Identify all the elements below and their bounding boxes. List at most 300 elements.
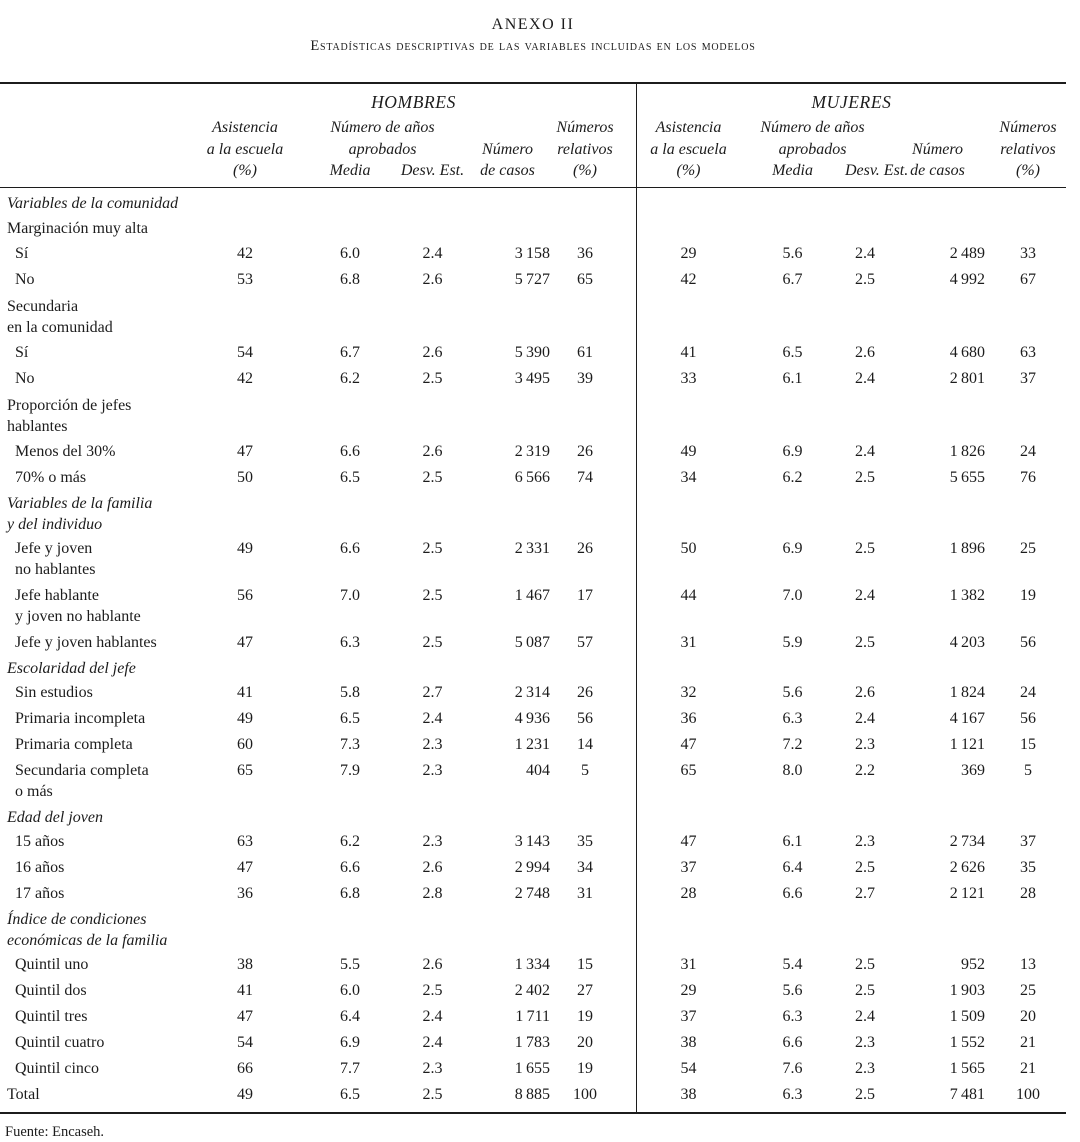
value-cell: 54 [237,344,253,361]
data-row [0,583,1066,630]
value-cell: 6.9 [340,1034,360,1051]
value-cell: 100 [1016,1086,1040,1103]
value-cell: 15 [577,956,593,973]
col-header-desv-est-hombres: Desv. Est. [400,162,465,179]
row-label: Escolaridad del jefe [7,659,136,677]
value-cell: 1 231 [514,736,550,753]
value-cell: 1 903 [949,982,985,999]
value-cell: 3 158 [514,245,550,262]
data-row [0,340,1066,366]
value-cell: 49 [237,710,253,727]
value-cell: 2.4 [855,245,875,262]
value-cell: 2 121 [949,885,985,902]
value-cell: 1 824 [949,684,985,701]
value-cell: 2 331 [514,540,550,557]
value-cell: 29 [680,982,697,999]
value-cell: 5 [581,762,589,779]
value-cell: 2.3 [422,736,443,753]
value-cell: 42 [237,245,253,262]
value-cell: 2.5 [855,634,875,651]
value-cell: 6.5 [340,710,360,727]
value-cell: 5 087 [514,634,550,651]
value-cell: 38 [680,1034,697,1051]
value-cell: 1 509 [949,1008,985,1025]
row-label: Variables de la familia y del individuo [7,494,153,533]
value-cell: 2.4 [855,443,875,460]
value-cell: 6.9 [782,540,803,557]
value-cell: 33 [680,370,697,387]
value-cell: 1 121 [949,736,985,753]
value-cell: 1 711 [515,1008,550,1025]
value-cell: 63 [237,833,253,850]
value-cell: 2 314 [514,684,550,701]
value-cell: 47 [680,736,697,753]
value-cell: 7.3 [340,736,360,753]
data-row [0,1056,1066,1082]
row-label: Índice de condiciones económicas de la familia [7,910,168,949]
value-cell: 56 [577,710,593,727]
value-cell: 25 [1020,540,1036,557]
value-cell: 35 [1020,859,1036,876]
value-cell: 2 319 [514,443,550,460]
value-cell: 66 [237,1060,253,1077]
category-label-row [0,293,1066,340]
value-cell: 34 [577,859,593,876]
value-cell: 47 [680,833,697,850]
row-label: No [15,271,35,288]
value-cell: 2.6 [422,344,443,361]
value-cell: 1 783 [514,1034,550,1051]
data-row [0,881,1066,907]
value-cell: 6.8 [340,885,360,902]
group-header-mujeres: MUJERES [811,92,892,112]
value-cell: 24 [1020,684,1036,701]
value-cell: 2 734 [949,833,985,850]
data-row [0,855,1066,881]
value-cell: 952 [961,956,985,973]
value-cell: 32 [680,684,697,701]
section-header-row [0,907,1066,952]
value-cell: 2.4 [422,1008,443,1025]
value-cell: 47 [237,634,253,651]
value-cell: 6.7 [782,271,803,288]
row-label: Jefe y joven hablantes [15,634,157,651]
value-cell: 2.4 [422,245,443,262]
row-label: Proporción de jefes hablantes [7,396,132,435]
value-cell: 2.3 [422,833,443,850]
value-cell: 47 [237,1008,253,1025]
category-label-row [0,215,1066,241]
data-row [0,829,1066,855]
source-note: Fuente: Encaseh. [5,1123,105,1140]
col-header-numeros-relativos-hombres: Números relativos (%) [556,119,614,179]
value-cell: 65 [237,762,253,779]
col-header-asistencia-mujeres: Asistencia a la escuela (%) [650,119,727,179]
row-label: 16 años [15,859,65,876]
value-cell: 2 489 [949,245,985,262]
value-cell: 76 [1020,469,1036,486]
value-cell: 33 [1020,245,1036,262]
value-cell: 2.6 [422,443,443,460]
value-cell: 5 [1024,762,1032,779]
col-header-numeros-relativos-mujeres: Números relativos (%) [999,119,1057,179]
value-cell: 7.0 [782,587,803,604]
value-cell: 26 [577,540,593,557]
col-header-desv-est-mujeres: Desv. Est. [845,162,909,179]
value-cell: 2.6 [855,684,875,701]
value-cell: 2.4 [422,710,443,727]
value-cell: 1 382 [949,587,985,604]
title-block [0,14,1066,56]
value-cell: 29 [680,245,697,262]
value-cell: 65 [577,271,593,288]
value-cell: 2 402 [514,982,550,999]
value-cell: 6.0 [340,982,360,999]
row-label: Primaria completa [15,736,133,753]
value-cell: 35 [577,833,593,850]
value-cell: 2.8 [422,885,443,902]
row-label: Jefe hablante y joven no hablante [15,587,141,625]
row-label: 15 años [15,833,65,850]
data-row [0,439,1066,465]
value-cell: 2.5 [855,271,875,288]
value-cell: 2.3 [855,1060,875,1077]
value-cell: 6.5 [782,344,803,361]
value-cell: 2.4 [855,710,875,727]
value-cell: 8.0 [782,762,803,779]
value-cell: 2.5 [855,469,875,486]
value-cell: 13 [1020,956,1036,973]
value-cell: 37 [1020,370,1036,387]
category-label-row [0,392,1066,439]
value-cell: 1 334 [514,956,550,973]
value-cell: 56 [1020,710,1036,727]
value-cell: 4 680 [949,344,985,361]
value-cell: 17 [577,587,593,604]
value-cell: 6.0 [340,245,360,262]
value-cell: 42 [680,271,697,288]
value-cell: 1 826 [949,443,985,460]
value-cell: 39 [577,370,593,387]
col-header-anos-aprobados-hombres: Número de años aprobados [330,119,435,158]
value-cell: 2.6 [855,344,875,361]
value-cell: 7.2 [782,736,803,753]
row-label: Quintil cinco [15,1060,99,1077]
value-cell: 28 [680,885,697,902]
value-cell: 6.4 [782,859,803,876]
row-label: Variables de la comunidad [7,194,179,212]
value-cell: 369 [961,762,985,779]
value-cell: 6.3 [782,1086,803,1103]
value-cell: 2.5 [855,1086,875,1103]
value-cell: 2.3 [855,736,875,753]
value-cell: 2.5 [422,540,443,557]
value-cell: 2.3 [855,1034,875,1051]
value-cell: 2.3 [422,1060,443,1077]
value-cell: 6.6 [782,885,803,902]
value-cell: 36 [237,885,253,902]
value-cell: 1 467 [514,587,550,604]
value-cell: 50 [680,540,697,557]
data-row [0,978,1066,1004]
value-cell: 25 [1020,982,1036,999]
row-label: No [15,370,35,387]
data-row [0,267,1066,293]
row-label: Jefe y joven no hablantes [15,540,96,578]
value-cell: 4 936 [514,710,550,727]
value-cell: 54 [237,1034,253,1051]
value-cell: 6.9 [782,443,803,460]
value-cell: 27 [577,982,593,999]
row-label: Menos del 30% [15,443,116,460]
value-cell: 31 [577,885,593,902]
value-cell: 5 390 [514,344,550,361]
row-label: Sí [15,245,29,262]
value-cell: 6.3 [340,634,360,651]
value-cell: 2.3 [422,762,443,779]
value-cell: 28 [1020,885,1036,902]
value-cell: 6.2 [782,469,803,486]
value-cell: 19 [1020,587,1036,604]
data-row [0,465,1066,491]
row-label: Sí [15,344,29,361]
data-row [0,680,1066,706]
value-cell: 6.1 [782,833,803,850]
col-header-media-mujeres: Media [772,162,813,179]
value-cell: 36 [577,245,593,262]
value-cell: 63 [1020,344,1036,361]
data-row [0,241,1066,267]
value-cell: 49 [237,1086,253,1103]
value-cell: 19 [577,1060,593,1077]
value-cell: 2.5 [422,587,443,604]
value-cell: 2.5 [422,634,443,651]
total-row [0,1082,1066,1108]
value-cell: 2.2 [855,762,875,779]
value-cell: 5.6 [782,245,803,262]
value-cell: 21 [1020,1060,1036,1077]
value-cell: 2.7 [422,684,443,701]
value-cell: 54 [680,1060,697,1077]
row-label: Secundaria completa o más [15,762,149,800]
col-header-numero-casos-hombres: Número de casos [480,140,535,179]
value-cell: 2.6 [422,859,443,876]
value-cell: 1 565 [949,1060,985,1077]
col-header-media-hombres: Media [329,162,371,179]
value-cell: 2.5 [422,1086,443,1103]
value-cell: 44 [680,587,697,604]
value-cell: 57 [577,634,593,651]
value-cell: 2.3 [855,833,875,850]
row-label: 70% o más [15,469,87,486]
data-row [0,706,1066,732]
value-cell: 2.4 [422,1034,443,1051]
value-cell: 1 896 [949,540,985,557]
value-cell: 6 566 [514,469,550,486]
value-cell: 2.5 [422,982,443,999]
value-cell: 20 [577,1034,593,1051]
col-header-asistencia-hombres: Asistencia a la escuela (%) [206,119,284,179]
data-row [0,1030,1066,1056]
section-header-row [0,191,1066,215]
value-cell: 14 [577,736,593,753]
value-cell: 5.9 [782,634,803,651]
value-cell: 21 [1020,1034,1036,1051]
row-label: Marginación muy alta [7,219,148,237]
value-cell: 6.6 [340,443,360,460]
value-cell: 6.5 [340,1086,360,1103]
data-row [0,630,1066,656]
value-cell: 2.4 [855,587,875,604]
value-cell: 6.3 [782,1008,803,1025]
value-cell: 5.8 [340,684,360,701]
value-cell: 2.5 [855,540,875,557]
statistics-table [0,82,1066,1114]
value-cell: 8 885 [514,1086,550,1103]
value-cell: 6.5 [340,469,360,486]
value-cell: 7.0 [340,587,360,604]
value-cell: 2.7 [855,885,875,902]
data-row [0,952,1066,978]
value-cell: 24 [1020,443,1036,460]
value-cell: 2 626 [949,859,985,876]
row-label: Quintil cuatro [15,1034,105,1051]
value-cell: 61 [577,344,593,361]
value-cell: 41 [237,982,253,999]
value-cell: 38 [237,956,253,973]
column-headers-row [0,117,1066,182]
value-cell: 37 [680,859,697,876]
value-cell: 2 748 [514,885,550,902]
value-cell: 7 481 [949,1086,985,1103]
value-cell: 31 [680,634,697,651]
value-cell: 6.6 [782,1034,803,1051]
value-cell: 5.6 [782,982,803,999]
data-row [0,758,1066,805]
value-cell: 49 [680,443,697,460]
value-cell: 6.6 [340,540,360,557]
value-cell: 4 203 [949,634,985,651]
value-cell: 6.8 [340,271,360,288]
value-cell: 7.6 [782,1060,803,1077]
value-cell: 2 801 [949,370,985,387]
value-cell: 37 [680,1008,697,1025]
value-cell: 6.7 [340,344,360,361]
row-label: Quintil dos [15,982,87,999]
value-cell: 5.5 [340,956,360,973]
row-label: Edad del joven [7,808,103,826]
row-label: Total [7,1086,40,1103]
value-cell: 36 [680,710,697,727]
value-cell: 1 655 [514,1060,550,1077]
value-cell: 31 [680,956,697,973]
table-body [0,188,1066,1112]
value-cell: 26 [577,684,593,701]
value-cell: 1 552 [949,1034,985,1051]
value-cell: 6.2 [340,833,360,850]
value-cell: 53 [237,271,253,288]
row-label: Quintil tres [15,1008,88,1025]
value-cell: 2.6 [422,956,443,973]
row-label: 17 años [15,885,65,902]
value-cell: 2.4 [855,1008,875,1025]
value-cell: 5.4 [782,956,803,973]
page-subtitle: Estadísticas descriptivas de las variables incluidas en los modelos [310,38,756,54]
value-cell: 3 495 [514,370,550,387]
value-cell: 41 [237,684,253,701]
value-cell: 26 [577,443,593,460]
value-cell: 6.2 [340,370,360,387]
value-cell: 2.5 [855,859,875,876]
value-cell: 2.6 [422,271,443,288]
value-cell: 404 [526,762,550,779]
value-cell: 20 [1020,1008,1036,1025]
value-cell: 100 [573,1086,597,1103]
value-cell: 6.3 [782,710,803,727]
value-cell: 5.6 [782,684,803,701]
value-cell: 6.1 [782,370,803,387]
value-cell: 2.4 [855,370,875,387]
value-cell: 38 [680,1086,697,1103]
value-cell: 7.9 [340,762,360,779]
section-header-row [0,805,1066,829]
group-header-hombres: HOMBRES [371,92,456,112]
value-cell: 7.7 [340,1060,360,1077]
value-cell: 50 [237,469,253,486]
value-cell: 2.5 [855,956,875,973]
group-header-row [0,84,1066,114]
col-header-numero-casos-mujeres: Número de casos [910,140,965,179]
value-cell: 49 [237,540,253,557]
value-cell: 41 [680,344,697,361]
data-row [0,732,1066,758]
page-title: ANEXO II [491,16,575,33]
row-label: Primaria incompleta [15,710,146,727]
section-header-row [0,656,1066,680]
section-header-row [0,491,1066,536]
value-cell: 6.6 [340,859,360,876]
value-cell: 6.4 [340,1008,360,1025]
value-cell: 47 [237,859,253,876]
value-cell: 65 [680,762,697,779]
value-cell: 5 655 [949,469,985,486]
value-cell: 37 [1020,833,1036,850]
value-cell: 74 [577,469,593,486]
value-cell: 3 143 [514,833,550,850]
value-cell: 4 167 [949,710,985,727]
value-cell: 2.5 [422,469,443,486]
row-label: Sin estudios [15,684,93,701]
group-divider-line [636,84,637,1112]
data-row [0,366,1066,392]
value-cell: 47 [237,443,253,460]
value-cell: 56 [237,587,253,604]
value-cell: 34 [680,469,697,486]
value-cell: 5 727 [514,271,550,288]
value-cell: 67 [1020,271,1036,288]
value-cell: 15 [1020,736,1036,753]
data-row [0,536,1066,583]
value-cell: 2.5 [855,982,875,999]
value-cell: 42 [237,370,253,387]
value-cell: 2.5 [422,370,443,387]
data-row [0,1004,1066,1030]
value-cell: 19 [577,1008,593,1025]
table-header [0,84,1066,188]
value-cell: 2 994 [514,859,550,876]
value-cell: 4 992 [949,271,985,288]
value-cell: 60 [237,736,253,753]
